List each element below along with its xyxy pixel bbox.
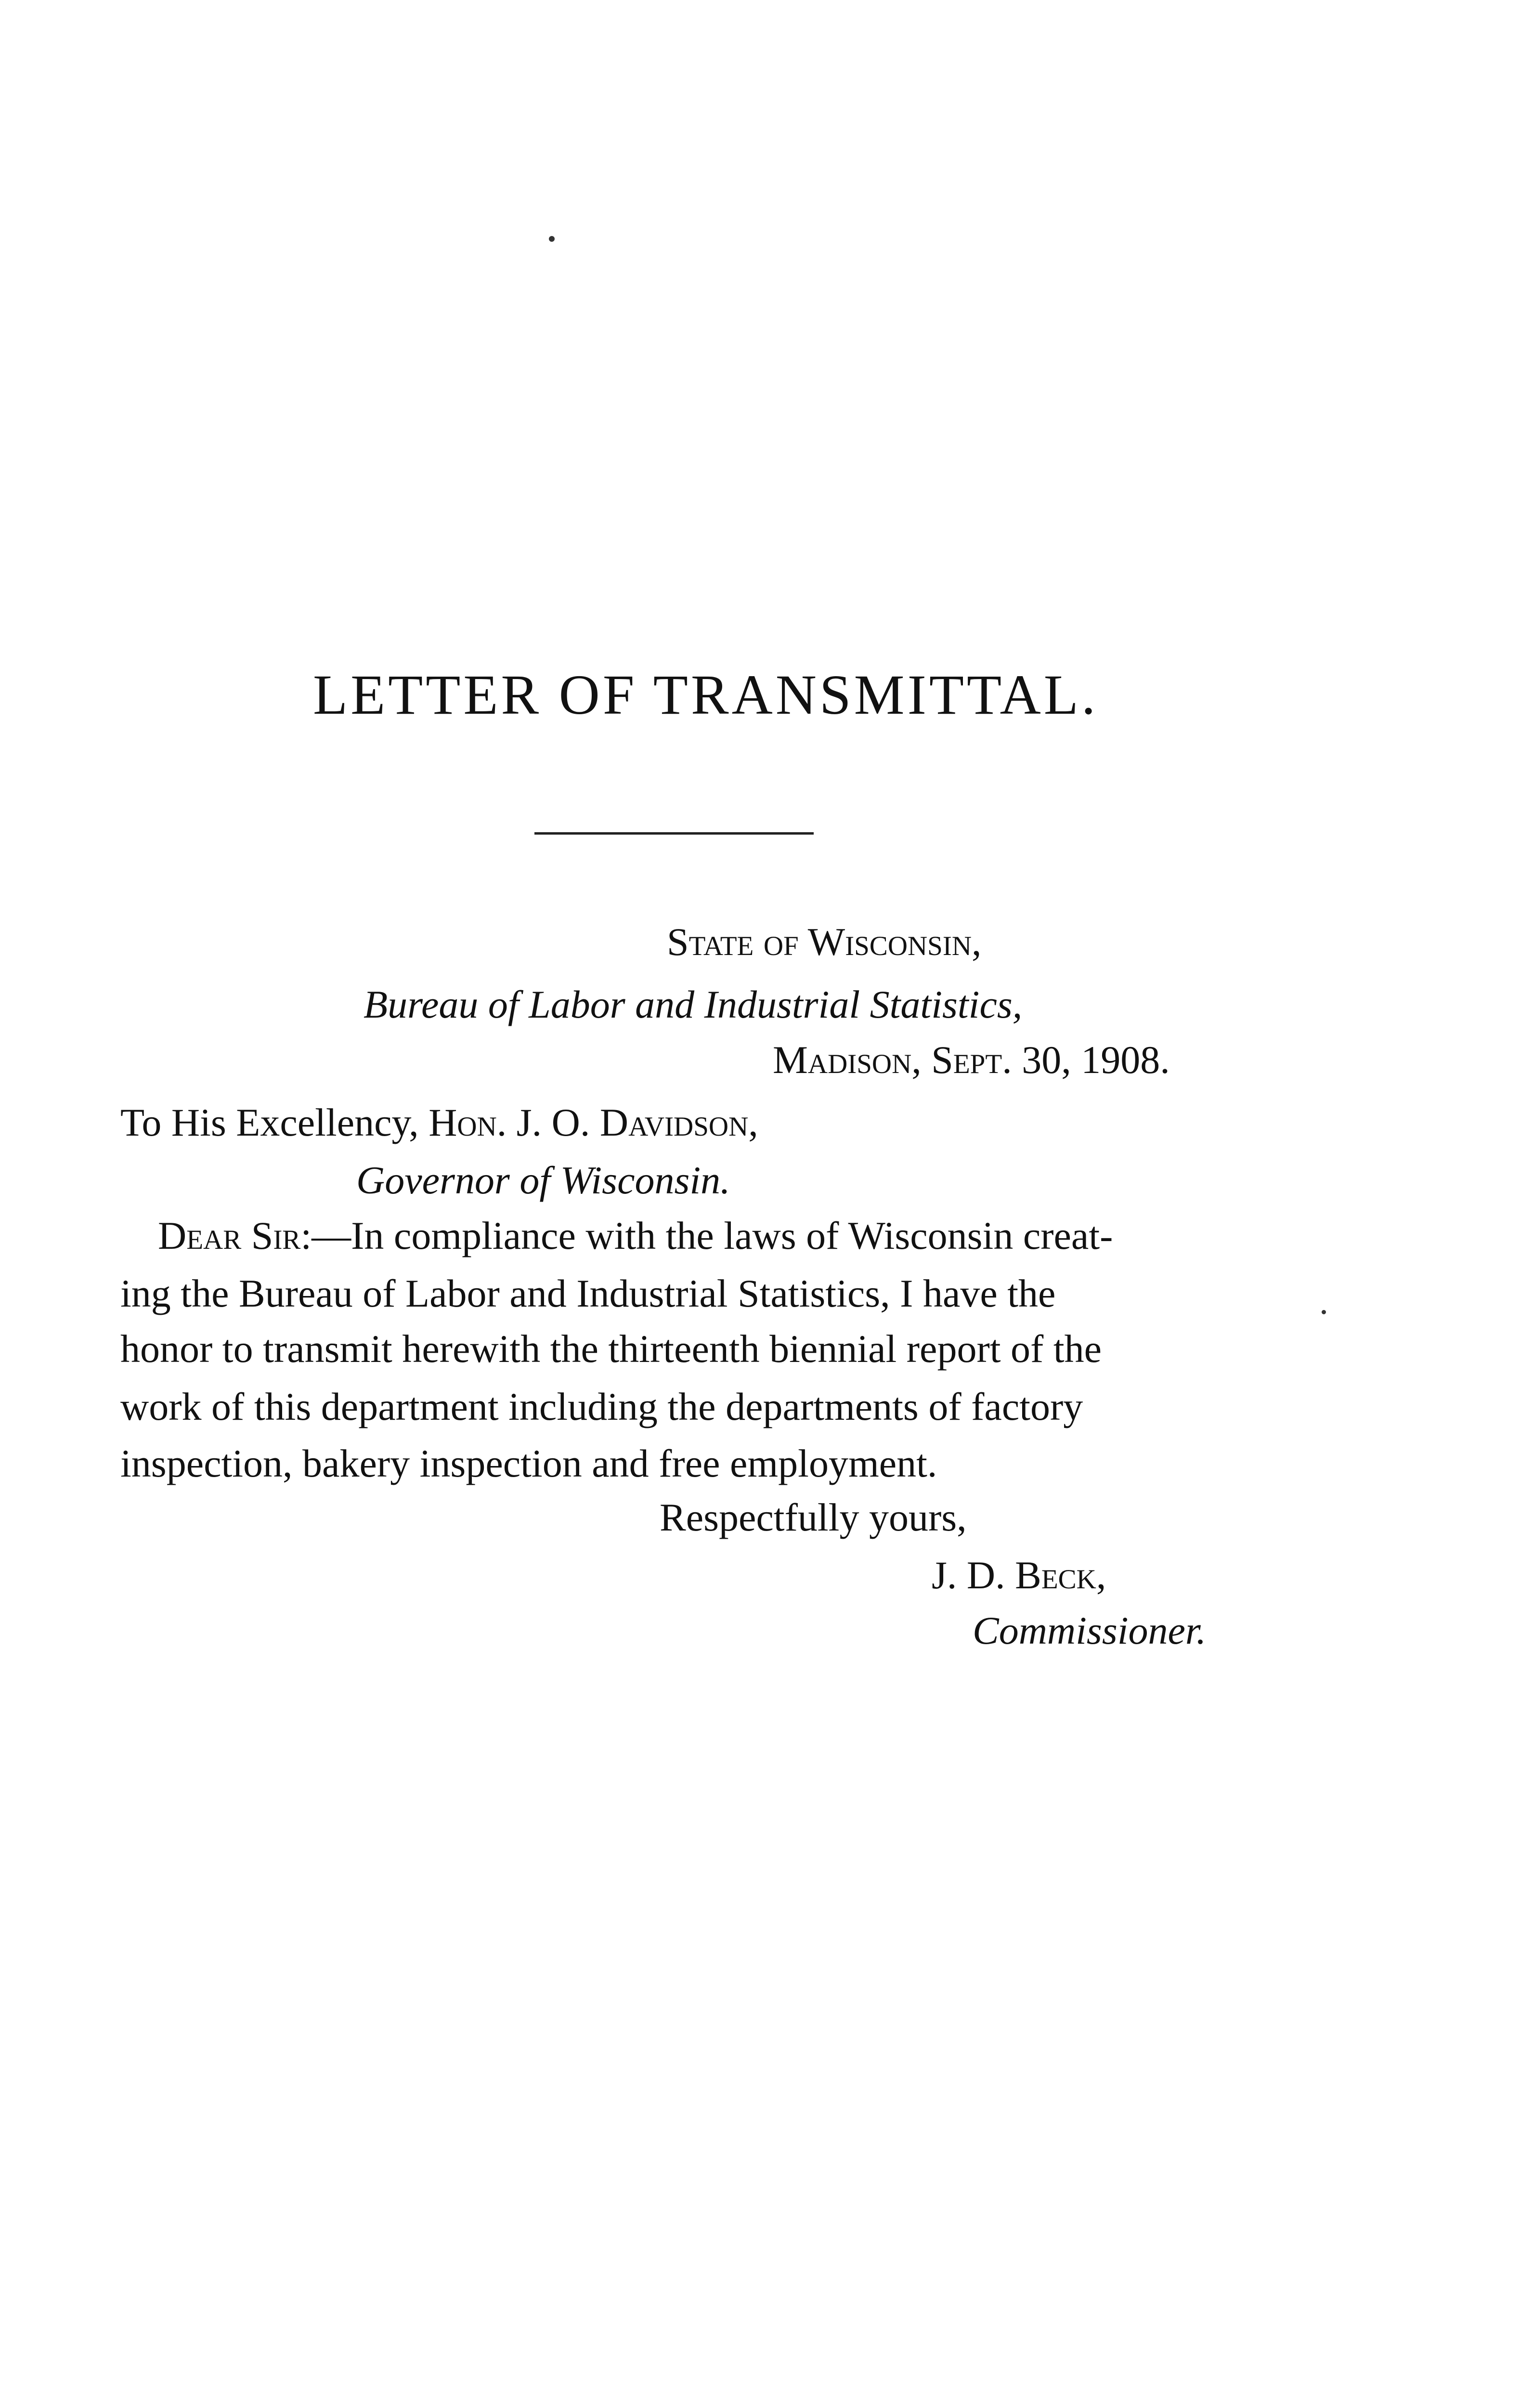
signer-title: Commissioner. <box>973 1609 1207 1652</box>
body-line-text: :—In compliance with the laws of Wisconsin creat- <box>300 1214 1113 1257</box>
salutation: Dear Sir <box>158 1214 301 1257</box>
body-line: ing the Bureau of Labor and Industrial Statistics, I have the <box>120 1271 1056 1315</box>
body-line: work of this department including the departments of factory <box>120 1385 1083 1428</box>
addressee-office: Governor of Wisconsin. <box>356 1158 730 1202</box>
closing: Respectfully yours, <box>660 1495 967 1539</box>
signer-name: J. D. Beck, <box>932 1553 1106 1597</box>
body-line <box>158 1216 1113 1256</box>
date-line <box>773 1040 1170 1080</box>
addressee-name: Hon. J. O. Davidson, <box>429 1100 758 1144</box>
print-speck <box>1322 1310 1326 1314</box>
body-line: inspection, bakery inspection and free employment. <box>120 1441 937 1485</box>
addressee-line <box>120 1100 758 1144</box>
state-line: State of Wisconsin, <box>667 920 982 964</box>
body-line: honor to transmit herewith the thirteenth biennial report of the <box>120 1327 1102 1371</box>
print-speck <box>549 236 555 242</box>
addressee-prefix: To His Excellency, <box>120 1100 419 1144</box>
title-rule <box>534 832 814 835</box>
place-text: Madison, Sept. <box>773 1038 1012 1082</box>
bureau-line: Bureau of Labor and Industrial Statistics, <box>364 982 1023 1026</box>
date-text: 30, 1908. <box>1022 1038 1170 1082</box>
letter-title: LETTER OF TRANSMITTAL. <box>313 663 1099 726</box>
